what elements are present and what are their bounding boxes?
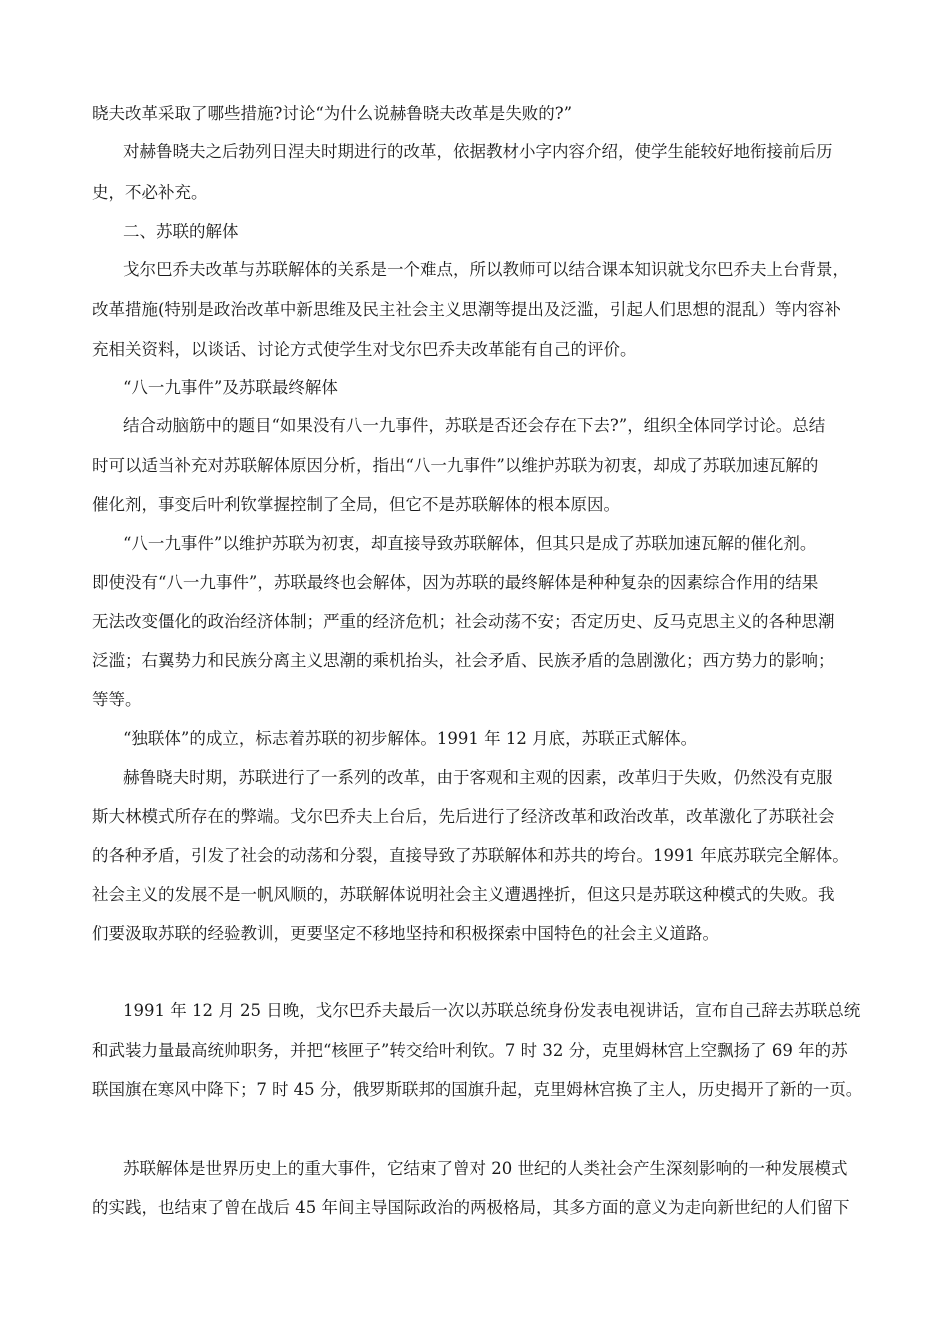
text-line: 社会主义的发展不是一帆风顺的，苏联解体说明社会主义遭遇挫折，但这只是苏联这种模式的失败。我 [92,885,835,904]
text-line: 联国旗在寒风中降下；7 时 45 分，俄罗斯联邦的国旗升起，克里姆林宫换了主人，历史揭开了新的一页。 [92,1080,863,1099]
text-line: 戈尔巴乔夫改革与苏联解体的关系是一个难点，所以教师可以结合课本知识就戈尔巴乔夫上台背景， [123,260,849,279]
text-line: 史，不必补充。 [92,183,208,202]
text-line: 苏联解体是世界历史上的重大事件，它结束了曾对 20 世纪的人类社会产生深刻影响的一种发展模式 [123,1159,848,1178]
text-line: 催化剂，事变后叶利钦掌握控制了全局，但它不是苏联解体的根本原因。 [92,495,620,514]
text-line: “独联体”的成立，标志着苏联的初步解体。1991 年 12 月底，苏联正式解体。 [123,729,698,748]
sub-heading: “八一九事件”及苏联最终解体 [123,378,338,397]
text-line: “八一九事件”以维护苏联为初衷，却直接导致苏联解体，但其只是成了苏联加速瓦解的催化剂。 [123,534,817,553]
text-line: 改革措施(特别是政治改革中新思维及民主社会主义思潮等提出及泛滥，引起人们思想的混乱）等内容补 [92,300,841,319]
text-line: 赫鲁晓夫时期，苏联进行了一系列的改革，由于客观和主观的因素，改革归于失败，仍然没有克服 [123,768,833,787]
text-line: 时可以适当补充对苏联解体原因分析，指出“八一九事件”以维护苏联为初衷，却成了苏联加速瓦解的 [92,456,819,475]
text-line: 结合动脑筋中的题目“如果没有八一九事件，苏联是否还会存在下去?”，组织全体同学讨论。总结 [123,416,826,435]
text-line: 无法改变僵化的政治经济体制；严重的经济危机；社会动荡不安；否定历史、反马克思主义的各种思潮 [92,612,835,631]
text-line: 晓夫改革采取了哪些措施?讨论“为什么说赫鲁晓夫改革是失败的?” [92,104,573,123]
text-line: 们要汲取苏联的经验教训，更要坚定不移地坚持和积极探索中国特色的社会主义道路。 [92,924,719,943]
text-line: 等等。 [92,690,142,709]
text-line: 泛滥；右翼势力和民族分离主义思潮的乘机抬头，社会矛盾、民族矛盾的急剧激化；西方势力的影响； [92,651,835,670]
text-line: 的实践，也结束了曾在战后 45 年间主导国际政治的两极格局，其多方面的意义为走向新世纪的人们留下 [92,1198,850,1217]
text-line: 和武装力量最高统帅职务，并把“核匣子”转交给叶利钦。7 时 32 分，克里姆林宫上空飘扬了 69 年的苏 [92,1041,848,1060]
text-line: 充相关资料，以谈话、讨论方式使学生对戈尔巴乔夫改革能有自己的评价。 [92,340,637,359]
text-line: 对赫鲁晓夫之后勃列日涅夫时期进行的改革，依据教材小字内容介绍，使学生能较好地衔接前后历 [123,142,833,161]
text-line: 的各种矛盾，引发了社会的动荡和分裂，直接导致了苏联解体和苏共的垮台。1991 年底苏联完全解体。 [92,846,849,865]
text-line: 斯大林模式所存在的弊端。戈尔巴乔夫上台后，先后进行了经济改革和政治改革，改革激化了苏联社会 [92,807,835,826]
text-line: 1991 年 12 月 25 日晚，戈尔巴乔夫最后一次以苏联总统身份发表电视讲话，宣布自己辞去苏联总统 [123,1001,861,1020]
section-heading: 二、苏联的解体 [123,222,239,241]
text-line: 即使没有“八一九事件”，苏联最终也会解体，因为苏联的最终解体是种种复杂的因素综合作用的结果 [92,573,819,592]
